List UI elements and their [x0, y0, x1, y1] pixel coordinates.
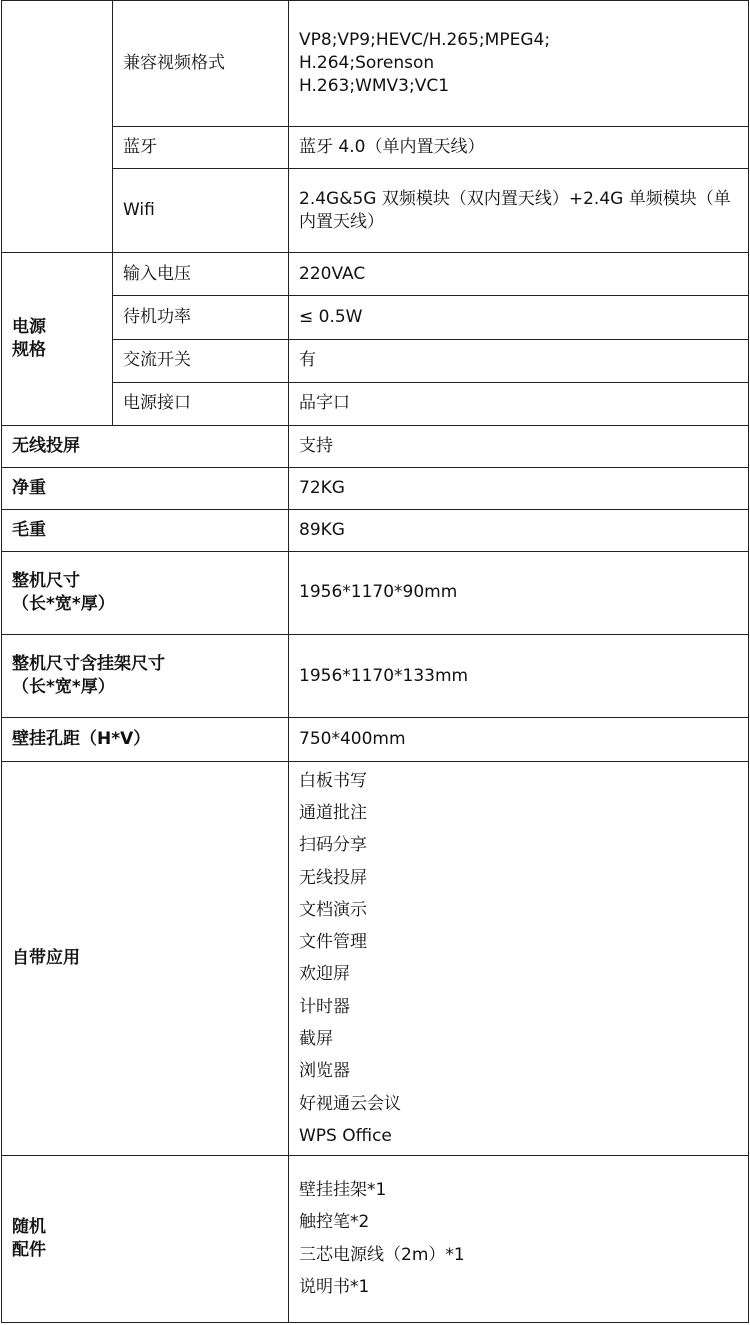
dimensions-label-line-1: 整机尺寸 [12, 570, 80, 591]
video-formats-line-3: H.263;WMV3;VC1 [299, 76, 450, 97]
list-item: WPS Office [299, 1125, 392, 1146]
apps-label: 自带应用 [2, 762, 289, 1156]
wireless-cast-value: 支持 [289, 425, 749, 467]
power-item-label: 输入电压 [113, 253, 289, 296]
table-row-power-connector [2, 382, 749, 425]
gross-weight-value: 89KG [289, 509, 749, 551]
table-row-bluetooth [2, 127, 749, 169]
table-row-dimensions-bracket [2, 634, 749, 717]
wall-mount-value: 750*400mm [289, 718, 749, 762]
power-category-line-1: 电源 [12, 317, 46, 338]
accessories-label-line-2: 配件 [12, 1239, 46, 1260]
table-row-input-voltage [2, 253, 749, 296]
list-item: 扫码分享 [299, 835, 367, 856]
wall-mount-label: 壁挂孔距（H*V） [2, 718, 289, 762]
empty-category-cell [2, 1, 113, 253]
accessories-label [2, 1155, 289, 1322]
table-row-video-formats [2, 1, 749, 127]
table-row-ac-switch [2, 339, 749, 382]
power-item-value: 有 [289, 339, 749, 382]
bluetooth-value: 蓝牙 4.0（单内置天线） [289, 127, 749, 169]
dimensions-value: 1956*1170*90mm [289, 551, 749, 634]
list-item: 说明书*1 [299, 1277, 370, 1298]
dimensions-bracket-value: 1956*1170*133mm [289, 634, 749, 717]
list-item: 计时器 [299, 996, 350, 1017]
table-row-net-weight [2, 467, 749, 509]
power-item-value: ≤ 0.5W [289, 296, 749, 339]
apps-list [289, 762, 749, 1156]
dimensions-label [2, 551, 289, 634]
power-item-value: 品字口 [289, 382, 749, 425]
accessories-label-line-1: 随机 [12, 1216, 46, 1237]
power-category [2, 253, 113, 425]
list-item: 好视通云会议 [299, 1093, 401, 1114]
table-row-standby-power [2, 296, 749, 339]
video-formats-line-2: H.264;Sorenson [299, 53, 435, 74]
dimensions-bracket-label-line-2: （长*宽*厚） [12, 677, 115, 697]
video-formats-value [289, 1, 749, 127]
table-row-wall-mount [2, 718, 749, 762]
power-item-label: 电源接口 [113, 382, 289, 425]
net-weight-label: 净重 [2, 467, 289, 509]
table-row-gross-weight [2, 509, 749, 551]
net-weight-value: 72KG [289, 467, 749, 509]
power-item-label: 交流开关 [113, 339, 289, 382]
list-item: 无线投屏 [299, 867, 367, 888]
table-row-dimensions [2, 551, 749, 634]
table-row-wifi [2, 169, 749, 253]
list-item: 三芯电源线（2m）*1 [299, 1244, 465, 1265]
dimensions-bracket-label [2, 634, 289, 717]
list-item: 壁挂挂架*1 [299, 1179, 387, 1200]
video-formats-line-1: VP8;VP9;HEVC/H.265;MPEG4; [299, 30, 551, 51]
list-item: 文档演示 [299, 899, 367, 920]
dimensions-bracket-label-line-1: 整机尺寸含挂架尺寸 [12, 654, 165, 675]
list-item: 文件管理 [299, 932, 367, 953]
power-item-value: 220VAC [289, 253, 749, 296]
accessories-list [289, 1155, 749, 1322]
list-item: 通道批注 [299, 802, 367, 823]
list-item: 欢迎屏 [299, 964, 350, 985]
table-row-wireless-cast [2, 425, 749, 467]
bluetooth-label: 蓝牙 [113, 127, 289, 169]
table-row-apps [2, 762, 749, 1156]
table-row-accessories [2, 1155, 749, 1322]
dimensions-label-line-2: （长*宽*厚） [12, 593, 115, 614]
list-item: 截屏 [299, 1029, 333, 1050]
list-item: 白板书写 [299, 770, 367, 791]
spec-table [1, 0, 749, 1323]
list-item: 触控笔*2 [299, 1212, 370, 1233]
wireless-cast-label: 无线投屏 [2, 425, 289, 467]
video-formats-label: 兼容视频格式 [113, 1, 289, 127]
wifi-value: 2.4G&5G 双频模块（双内置天线）+2.4G 单频模块（单内置天线） [289, 169, 749, 253]
wifi-label: Wifi [113, 169, 289, 253]
power-item-label: 待机功率 [113, 296, 289, 339]
list-item: 浏览器 [299, 1061, 350, 1082]
power-category-line-2: 规格 [12, 340, 46, 360]
gross-weight-label: 毛重 [2, 509, 289, 551]
